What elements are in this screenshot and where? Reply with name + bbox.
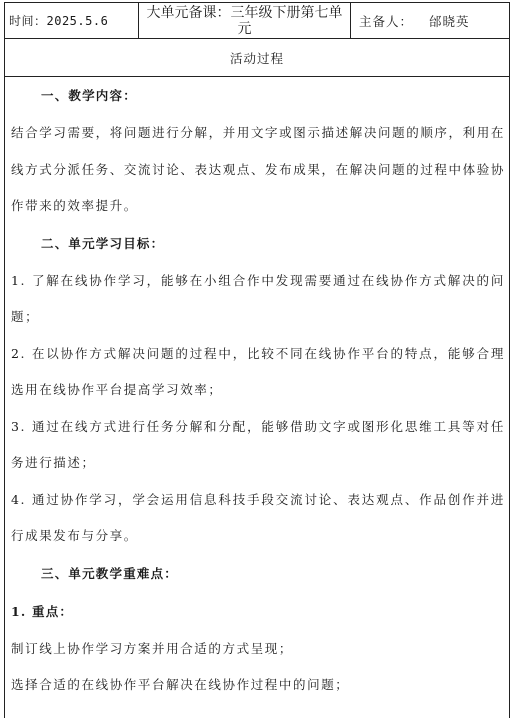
activity-process-title xyxy=(5,39,509,77)
author-label: 主备人： xyxy=(359,13,414,29)
content-body xyxy=(5,77,509,704)
heading-teaching-content: 一、教学内容： xyxy=(41,88,137,103)
learning-goal-3: 3. 通过在线方式进行任务分解和分配，能够借助文字或图形化思维工具等对任务进行描述； xyxy=(11,418,505,470)
learning-goal-4: 4. 通过协作学习，学会运用信息科技手段交流讨论、表达观点、作品创作并进行成果发布与分享。 xyxy=(11,491,505,543)
lesson-plan-page xyxy=(4,2,510,718)
heading-learning-goals: 二、单元学习目标： xyxy=(41,235,165,251)
unit-title: 大单元备课：三年级下册第七单元 xyxy=(146,4,343,37)
time-cell xyxy=(5,3,139,38)
teaching-content-paragraph: 结合学习需要，将问题进行分解，并用文字或图示描述解决问题的顺序，利用在线方式分派任务、交流讨论、表达观点、发布成果，在解决问题的过程中体验协作带来的效率提升。 xyxy=(11,125,505,213)
key-point-1: 制订线上协作学习方案并用合适的方式呈现； xyxy=(11,640,294,656)
key-point-2: 选择合适的在线协作平台解决在线协作过程中的问题； xyxy=(11,677,350,692)
author-cell xyxy=(351,3,509,38)
time-label: 时间：2025.5.6 xyxy=(9,14,109,28)
header-row xyxy=(5,3,509,39)
section-title: 活动过程 xyxy=(229,50,284,66)
key-point-subheading: 1. 重点： xyxy=(11,603,74,619)
learning-goal-2: 2. 在以协作方式解决问题的过程中，比较不同在线协作平台的特点，能够合理选用在线协作平台提高学习效率； xyxy=(11,345,505,397)
learning-goal-1: 1. 了解在线协作学习，能够在小组合作中发现需要通过在线协作方式解决的问题； xyxy=(11,272,505,324)
author-name: 邰晓英 xyxy=(429,13,470,29)
title-cell xyxy=(139,3,351,38)
heading-key-points: 三、单元教学重难点： xyxy=(41,565,179,581)
